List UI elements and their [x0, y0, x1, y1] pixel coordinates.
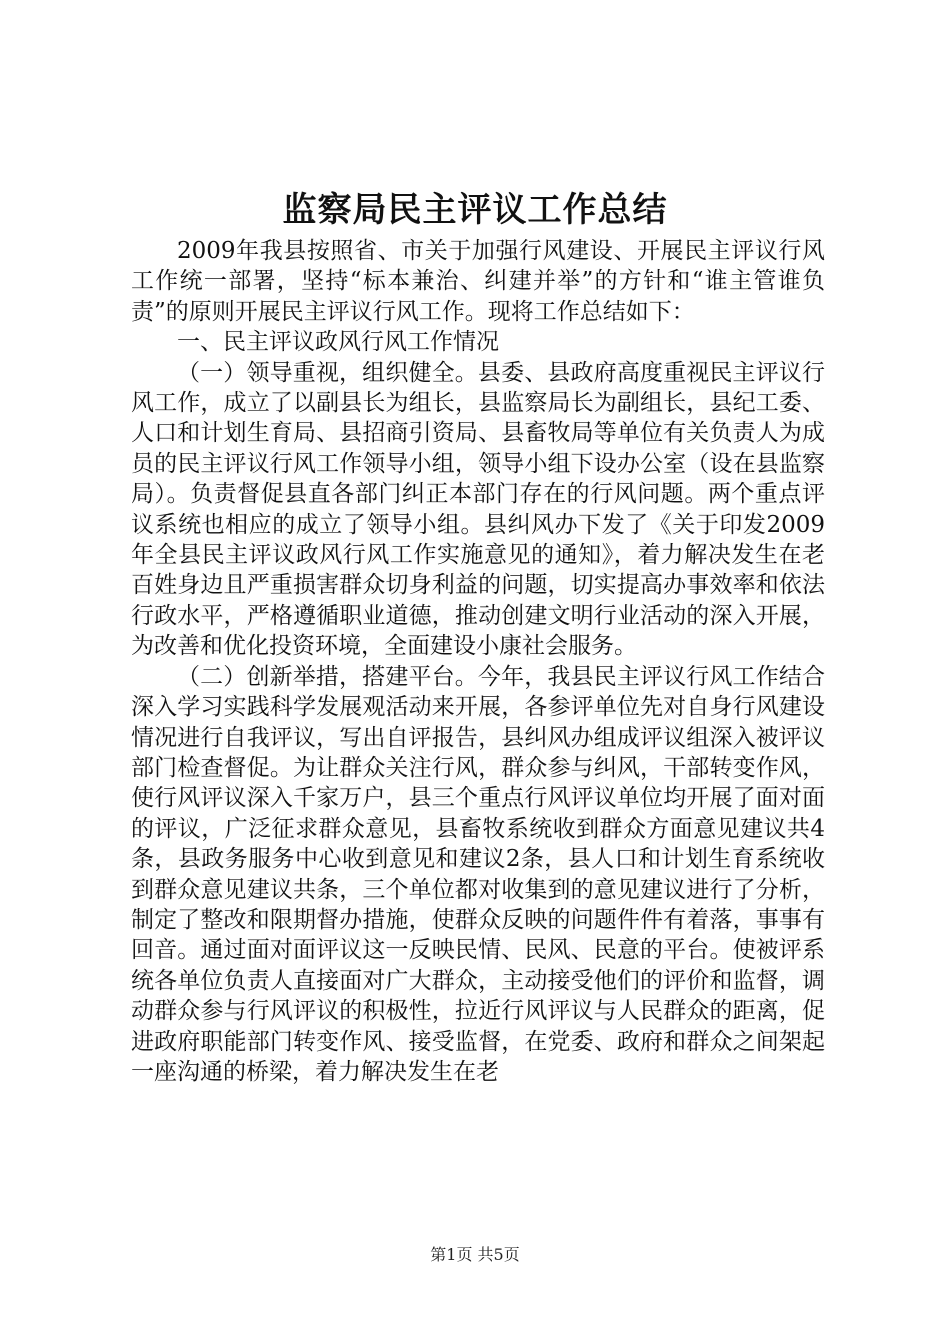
page-number-footer: 第1页 共5页	[430, 1245, 520, 1264]
paragraph-leadership: （一）领导重视，组织健全。县委、县政府高度重视民主评议行风工作，成立了以副县长为组长，县监察局长为副组长，县纪工委、人口和计划生育局、县招商引资局、县畜牧局等单位有关负责人为成员的民主评议行风工作领导小组，领导小组下设办公室（设在县监察局）。负责督促县直各部门纠正本部门存在的行风问题。两个重点评议系统也相应的成立了领导小组。县纠风办下发了《关于印发2009年全县民主评议政风行风工作实施意见的通知》，着力解决发生在老百姓身边且严重损害群众切身利益的问题，切实提高办事效率和依法行政水平，严格遵循职业道德，推动创建文明行业活动的深入开展，为改善和优化投资环境，全面建设小康社会服务。	[131, 359, 825, 660]
document-title: 监察局民主评议工作总结	[282, 190, 668, 230]
paragraph-intro: 2009年我县按照省、市关于加强行风建设、开展民主评议行风工作统一部署，坚持“标本兼治、纠建并举”的方针和“谁主管谁负责”的原则开展民主评议行风工作。现将工作总结如下：	[131, 238, 825, 325]
paragraph-innovation: （二）创新举措，搭建平台。今年，我县民主评议行风工作结合深入学习实践科学发展观活动来开展，各参评单位先对自身行风建设情况进行自我评议，写出自评报告，县纠风办组成评议组深入被评议部门检查督促。为让群众关注行风，群众参与纠风，干部转变作风，使行风评议深入千家万户，县三个重点行风评议单位均开展了面对面的评议，广泛征求群众意见，县畜牧系统收到群众方面意见建议共4条，县政务服务中心收到意见和建议2条，县人口和计划生育系统收到群众意见建议共条，三个单位都对收集到的意见建议进行了分析，制定了整改和限期督办措施，使群众反映的问题件件有着落，事事有回音。通过面对面评议这一反映民情、民风、民意的平台。使被评系统各单位负责人直接面对广大群众，主动接受他们的评价和监督，调动群众参与行风评议的积极性，拉近行风评议与人民群众的距离，促进政府职能部门转变作风、接受监督，在党委、政府和群众之间架起一座沟通的桥梁，着力解决发生在老	[131, 663, 825, 1085]
section-heading-1: 一、民主评议政风行风工作情况	[177, 329, 499, 356]
document-body	[131, 236, 825, 1087]
